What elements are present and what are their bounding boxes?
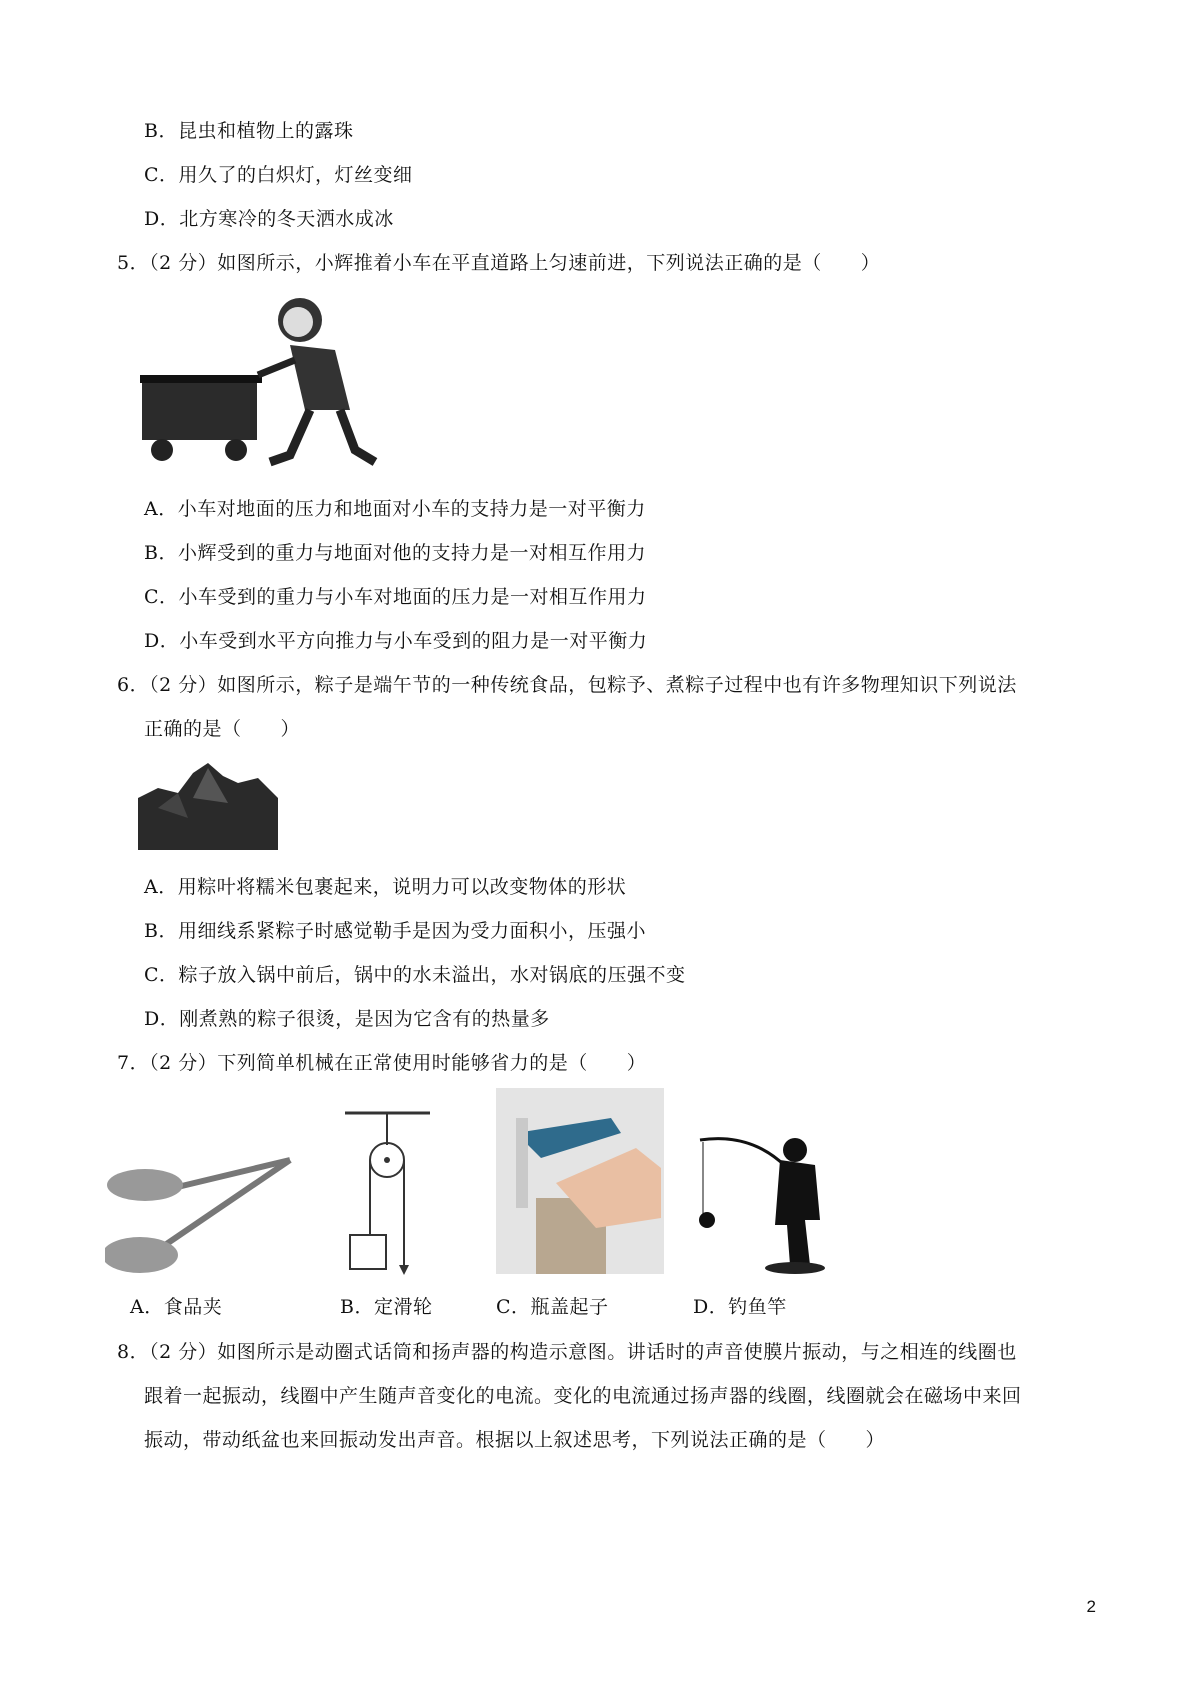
q6-option-b: B．用细线系紧粽子时感觉勒手是因为受力面积小，压强小 bbox=[144, 920, 646, 942]
q6-option-d: D．刚煮熟的粽子很烫，是因为它含有的热量多 bbox=[144, 1008, 550, 1030]
fishing-rod-figure bbox=[695, 1130, 845, 1275]
q4-option-b: B．昆虫和植物上的露珠 bbox=[144, 120, 354, 142]
q8-stem-line1: 8．（2 分）如图所示是动圈式话筒和扬声器的构造示意图。讲话时的声音使膜片振动，与之相连的线圈也 bbox=[117, 1341, 1017, 1363]
q4-option-c: C．用久了的白炽灯，灯丝变细 bbox=[144, 164, 413, 186]
food-tongs-figure bbox=[105, 1145, 295, 1280]
q5-option-c: C．小车受到的重力与小车对地面的压力是一对相互作用力 bbox=[144, 586, 647, 608]
q7-option-d: D．钓鱼竿 bbox=[693, 1296, 787, 1318]
q7-stem: 7．（2 分）下列简单机械在正常使用时能够省力的是（ ） bbox=[117, 1052, 647, 1074]
q7-option-b: B．定滑轮 bbox=[340, 1296, 433, 1318]
q6-stem-line1: 6．（2 分）如图所示，粽子是端午节的一种传统食品，包粽予、煮粽子过程中也有许多物理知识下列说法 bbox=[117, 674, 1017, 696]
q6-option-a: A．用粽叶将糯米包裹起来，说明力可以改变物体的形状 bbox=[144, 876, 627, 898]
fixed-pulley-figure bbox=[335, 1105, 435, 1280]
q7-option-c: C．瓶盖起子 bbox=[496, 1296, 609, 1318]
boy-pushing-cart-figure bbox=[140, 290, 400, 490]
q6-stem-line2: 正确的是（ ） bbox=[144, 718, 301, 740]
zongzi-figure bbox=[138, 758, 278, 850]
q5-option-d: D．小车受到水平方向推力与小车受到的阻力是一对平衡力 bbox=[144, 630, 648, 652]
bottle-opener-figure bbox=[496, 1088, 664, 1274]
q6-option-c: C．粽子放入锅中前后，锅中的水未溢出，水对锅底的压强不变 bbox=[144, 964, 686, 986]
q8-stem-line2: 跟着一起振动，线圈中产生随声音变化的电流。变化的电流通过扬声器的线圈，线圈就会在磁场中来回 bbox=[144, 1385, 1022, 1407]
q5-stem: 5．（2 分）如图所示，小辉推着小车在平直道路上匀速前进，下列说法正确的是（ ） bbox=[117, 252, 881, 274]
q5-option-b: B．小辉受到的重力与地面对他的支持力是一对相互作用力 bbox=[144, 542, 646, 564]
q5-option-a: A．小车对地面的压力和地面对小车的支持力是一对平衡力 bbox=[144, 498, 646, 520]
q8-stem-line3: 振动，带动纸盆也来回振动发出声音。根据以上叙述思考，下列说法正确的是（ ） bbox=[144, 1429, 886, 1451]
q7-option-a: A．食品夹 bbox=[130, 1296, 223, 1318]
page-number: 2 bbox=[1086, 1597, 1096, 1616]
q4-option-d: D．北方寒冷的冬天洒水成冰 bbox=[144, 208, 394, 230]
